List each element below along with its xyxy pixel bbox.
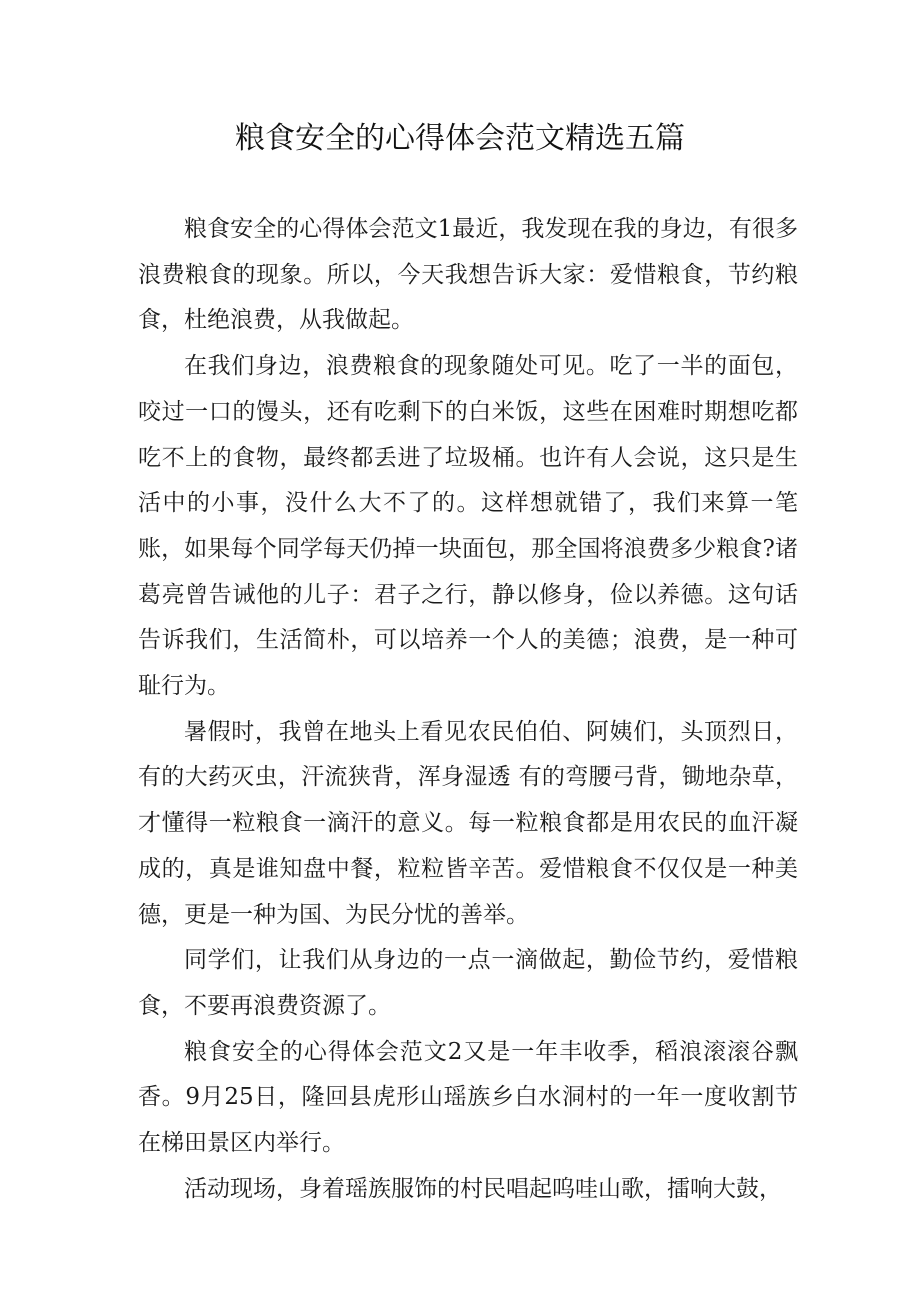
paragraph: 活动现场，身着瑶族服饰的村民唱起呜哇山歌，擂响大鼓， [184,1175,782,1202]
paragraph: 同学们，让我们从身边的一点一滴做起，勤俭节约，爱惜粮食，不要再浪费资源了。 [138,947,798,1019]
paragraph: 在我们身边，浪费粮食的现象随处可见。吃了一半的面包，咬过一口的馒头，还有吃剩下的白米饭，这些在困难时期想吃都吃不上的食物，最终都丢进了垃圾桶。也许有人会说，这只是生活中的小事，没什么大不了的。这样想就错了，我们来算一笔账，如果每个同学每天仍掉一块面包，那全国将浪费多少粮食?诸葛亮曾告诫他的儿子：君子之行，静以修身，俭以养德。这句话告诉我们，生活简朴，可以培养一个人的美德；浪费，是一种可耻行为。 [138,353,798,700]
paragraph: 粮食安全的心得体会范文1最近，我发现在我的身边，有很多浪费粮食的现象。所以，今天我想告诉大家：爱惜粮食，节约粮食，杜绝浪费，从我做起。 [138,216,798,334]
paragraph: 粮食安全的心得体会范文2又是一年丰收季，稻浪滚滚谷飘香。9月25日，隆回县虎形山瑶族乡白水洞村的一年一度收割节在梯田景区内举行。 [138,1038,798,1157]
paragraph: 暑假时，我曾在地头上看见农民伯伯、阿姨们，头顶烈日，有的大药灭虫，汗流狭背，浑身湿透 有的弯腰弓背，锄地杂草，才懂得一粒粮食一滴汗的意义。每一粒粮食都是用农民的血汗凝成的，真是谁知盘中餐，粒粒皆辛苦。爱惜粮食不仅仅是一种美德，更是一种为国、为民分忧的善举。 [138,718,798,928]
document-title: 粮食安全的心得体会范文精选五篇 [235,121,685,156]
document-body [138,207,798,1212]
